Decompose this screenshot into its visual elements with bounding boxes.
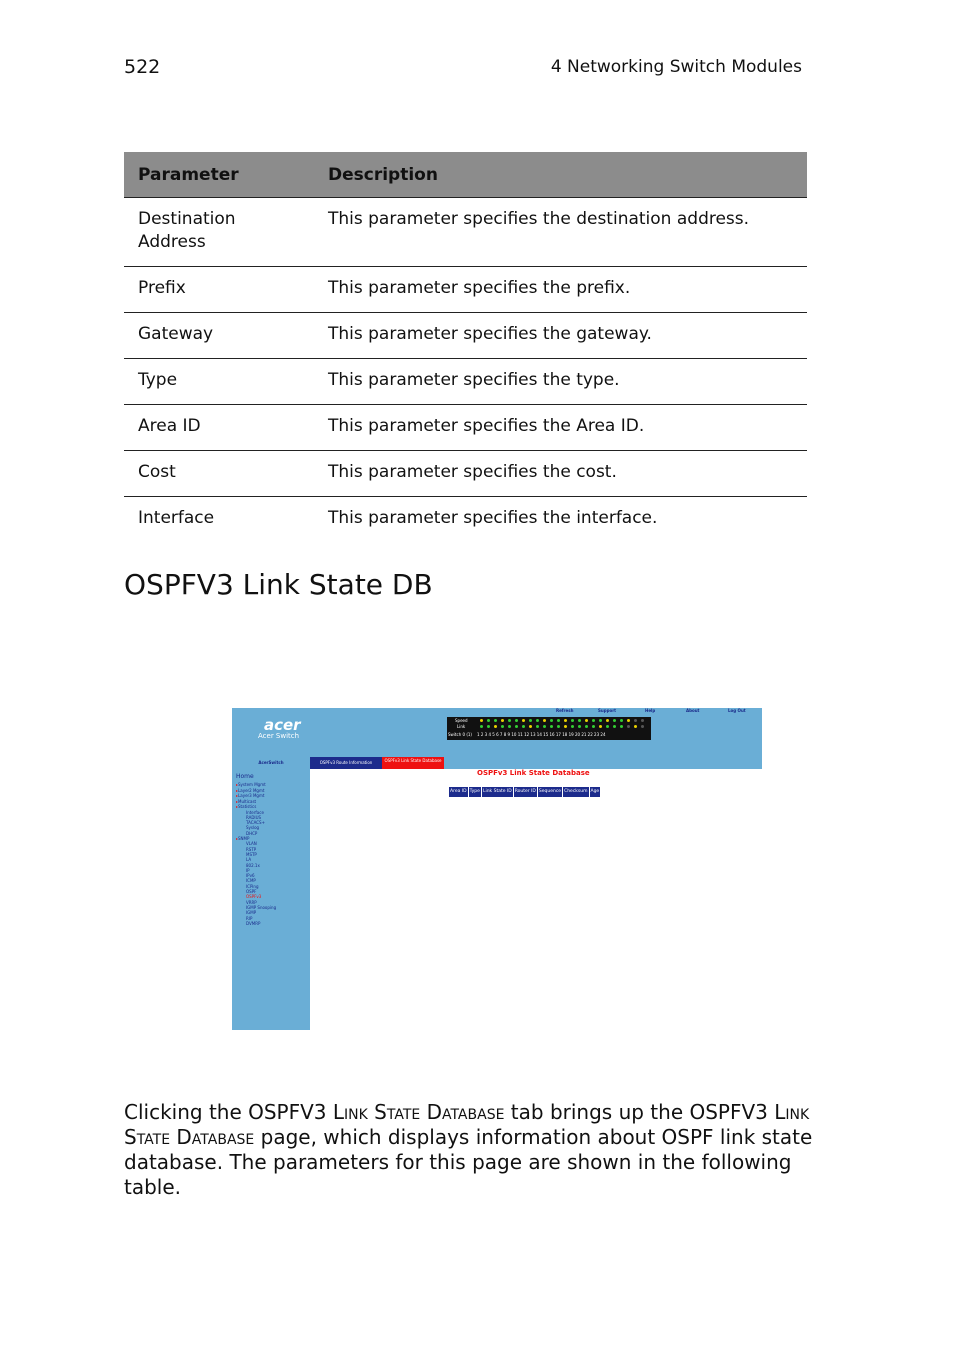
parameter-cell: Area ID [124, 405, 314, 451]
db-column-header: Area ID [449, 787, 469, 797]
menu-item-label: Multicast [238, 798, 257, 804]
menu-item-label: System Mgmt [238, 782, 266, 787]
db-column-header: Checksum [563, 787, 589, 797]
port-led [613, 719, 616, 722]
table-body [124, 198, 807, 543]
link-label: Link [457, 724, 466, 729]
brand-name: Acer Switch [258, 732, 300, 740]
paragraph-smallcaps-2: Link State Database [124, 1100, 810, 1149]
port-led [550, 719, 553, 722]
menu-item-label: RIP [246, 915, 253, 921]
description-cell: This parameter specifies the destination address. [314, 198, 807, 267]
menu-item[interactable] [246, 900, 257, 905]
menu-item-label: ICPing [246, 883, 259, 889]
port-led [501, 719, 504, 722]
description-cell: This parameter specifies the prefix. [314, 267, 807, 313]
page-number: 522 [124, 56, 161, 78]
menu-item-label: RSTP [246, 846, 257, 852]
parameter-cell: Type [124, 359, 314, 405]
menu-item[interactable] [236, 793, 264, 798]
section-title: OSPFV3 Link State DB [124, 568, 433, 601]
port-led [592, 719, 595, 722]
port-led [571, 725, 574, 728]
table-row [124, 451, 807, 497]
refresh-link[interactable]: Refresh [556, 708, 574, 713]
menu-item[interactable] [246, 878, 256, 883]
menu-item[interactable] [246, 815, 261, 820]
table-row [124, 198, 807, 267]
menu-item[interactable] [246, 916, 252, 921]
description-cell: This parameter specifies the cost. [314, 451, 807, 497]
menu-item-label: IGMP Snooping [246, 904, 277, 910]
port-led [515, 719, 518, 722]
paragraph-text-3: page, which displays information about OSPF link state database. The parameters for this page are shown in the following table. [124, 1125, 813, 1199]
menu-item-label: Statistics [238, 804, 257, 809]
tab-ospfv3-link-state-database[interactable]: OSPFv3 Link State Database [382, 757, 444, 769]
menu-item[interactable] [236, 836, 249, 841]
parameter-cell: Prefix [124, 267, 314, 313]
parameter-cell: Interface [138, 508, 215, 528]
menu-item-label: OSPF [246, 889, 257, 894]
db-column-header: Sequence [538, 787, 563, 797]
menu-item-label: Interface [246, 809, 264, 815]
body-paragraph [124, 1100, 814, 1200]
port-led [571, 719, 574, 722]
menu-item[interactable] [246, 894, 261, 899]
menu-item[interactable] [246, 863, 260, 868]
port-led [578, 725, 581, 728]
table-row [124, 359, 807, 405]
port-led [592, 725, 595, 728]
port-led [536, 719, 539, 722]
port-led [501, 725, 504, 728]
port-led [606, 725, 609, 728]
paragraph-text-1: Clicking the OSPFV3 [124, 1100, 333, 1124]
acer-logo: acer [264, 716, 301, 734]
menu-item[interactable] [246, 810, 264, 815]
port-led [536, 725, 539, 728]
db-column-header: Link State ID [482, 787, 514, 797]
menu-item-label: Syslog [246, 825, 260, 831]
parameter-cell: Gateway [124, 313, 314, 359]
port-led [599, 725, 602, 728]
port-led [543, 725, 546, 728]
menu-item-label: Layer3 Mgmt [238, 793, 265, 798]
port-status-panel [447, 717, 651, 740]
menu-item[interactable] [246, 910, 256, 915]
menu-arrow-icon: ▸ [236, 804, 239, 809]
port-led [641, 719, 644, 722]
port-led [508, 725, 511, 728]
menu-item[interactable] [246, 873, 255, 878]
menu-item-label: DVMRP [246, 920, 261, 926]
port-led [564, 719, 567, 722]
port-led [522, 719, 525, 722]
menu-arrow-icon: ▸ [236, 836, 239, 841]
db-column-header: Type [469, 787, 482, 797]
support-link[interactable]: Support [598, 708, 617, 713]
menu-item[interactable] [246, 857, 251, 862]
port-led [606, 719, 609, 722]
menu-item[interactable] [246, 820, 265, 825]
port-led [543, 719, 546, 722]
description-cell: This parameter specifies the type. [314, 359, 807, 405]
menu-item[interactable] [236, 804, 256, 809]
description-cell: This parameter specifies the Area ID. [314, 405, 807, 451]
db-column-header: Age [590, 787, 602, 797]
port-led [508, 719, 511, 722]
menu-item[interactable] [246, 884, 258, 889]
menu-item[interactable] [246, 852, 257, 857]
menu-item[interactable] [246, 868, 250, 873]
menu-item-label: IP [246, 867, 250, 873]
port-led [613, 725, 616, 728]
ospfv3-link-state-screenshot [232, 708, 762, 1030]
menu-item-label: VLAN [246, 841, 257, 847]
port-led [599, 719, 602, 722]
port-led [641, 725, 644, 728]
menu-item-label: OSPFv3 [246, 894, 262, 900]
menu-item[interactable] [246, 905, 276, 910]
port-led [557, 719, 560, 722]
switch-label: Switch 0 (1) [448, 732, 472, 737]
port-numbers: 1 2 3 4 5 6 7 8 9 10 11 12 13 14 15 16 17 18 19 20 21 22 23 24 [477, 732, 606, 737]
port-led [487, 725, 490, 728]
menu-arrow-icon: ▸ [236, 782, 239, 787]
port-led [634, 725, 637, 728]
port-led [494, 725, 497, 728]
port-led [585, 725, 588, 728]
menu-item[interactable] [236, 799, 256, 804]
db-table-header [449, 787, 601, 797]
menu-item-label: TACACS+ [246, 820, 265, 826]
menu-item[interactable] [236, 788, 264, 793]
port-led [494, 719, 497, 722]
header-description: Description [314, 152, 807, 198]
menu-item[interactable] [246, 889, 256, 894]
menu-item-label: VRRP [246, 899, 257, 905]
port-led [564, 725, 567, 728]
db-title: OSPFv3 Link State Database [477, 769, 590, 777]
table-row [124, 313, 807, 359]
port-led [515, 725, 518, 728]
db-column-header: Router ID [514, 787, 538, 797]
port-led [529, 725, 532, 728]
port-led [620, 725, 623, 728]
table-row [124, 497, 807, 543]
menu-item[interactable] [246, 841, 257, 846]
menu-item-label: DHCP [246, 830, 258, 836]
menu-item-label: Layer2 Mgmt [238, 787, 265, 793]
port-led [620, 719, 623, 722]
menu-item[interactable] [246, 831, 257, 836]
menu-item[interactable] [236, 782, 266, 787]
port-led [634, 719, 637, 722]
description-cell: This parameter specifies the gateway. [314, 313, 807, 359]
menu-arrow-icon: ▸ [236, 793, 239, 798]
home-link[interactable]: Home [236, 773, 254, 780]
menu-arrow-icon: ▸ [236, 798, 239, 804]
speed-label: Speed [455, 718, 468, 723]
table-row [124, 267, 807, 313]
port-led [627, 725, 630, 728]
port-led [480, 719, 483, 722]
menu-arrow-icon: ▸ [236, 787, 239, 793]
help-link[interactable]: Help [645, 708, 656, 713]
parameter-cell: Destination Address [124, 198, 314, 267]
port-led [578, 719, 581, 722]
menu-item-label: MSTP [246, 851, 257, 857]
header-parameter: Parameter [124, 152, 314, 198]
chapter-title: 4 Networking Switch Modules [550, 57, 802, 77]
menu-item[interactable] [246, 847, 256, 852]
port-led [487, 719, 490, 722]
port-led [529, 719, 532, 722]
table-header-row [124, 152, 807, 198]
menu-item-label: LA [246, 857, 252, 863]
menu-item-label: IPv6 [246, 873, 255, 879]
menu-item[interactable] [246, 825, 259, 830]
menu-item-label: ICMP [246, 878, 256, 884]
port-led [585, 719, 588, 722]
description-cell: This parameter specifies the interface. [328, 508, 658, 528]
menu-item-label: SNMP [238, 836, 250, 841]
about-link[interactable]: About [686, 708, 700, 713]
table-row [124, 405, 807, 451]
menu-item[interactable] [246, 921, 260, 926]
port-led [550, 725, 553, 728]
port-led [480, 725, 483, 728]
tab-acerswitch[interactable]: AcerSwitch [258, 760, 284, 765]
paragraph-smallcaps-1: Link State Database [332, 1100, 505, 1124]
menu-item-label: 802.1x [246, 862, 260, 868]
logout-link[interactable]: Log Out [728, 708, 746, 713]
parameter-table [124, 152, 807, 542]
paragraph-text-2: tab brings up the OSPFV3 [504, 1100, 775, 1124]
menu-item-label: IGMP [246, 910, 257, 916]
port-led [522, 725, 525, 728]
parameter-cell: Cost [124, 451, 314, 497]
tab-ospfv3-route-information[interactable]: OSPFv3 Route Information [310, 757, 382, 769]
menu-item-label: RADIUS [246, 814, 262, 820]
port-led [627, 719, 630, 722]
port-led [557, 725, 560, 728]
